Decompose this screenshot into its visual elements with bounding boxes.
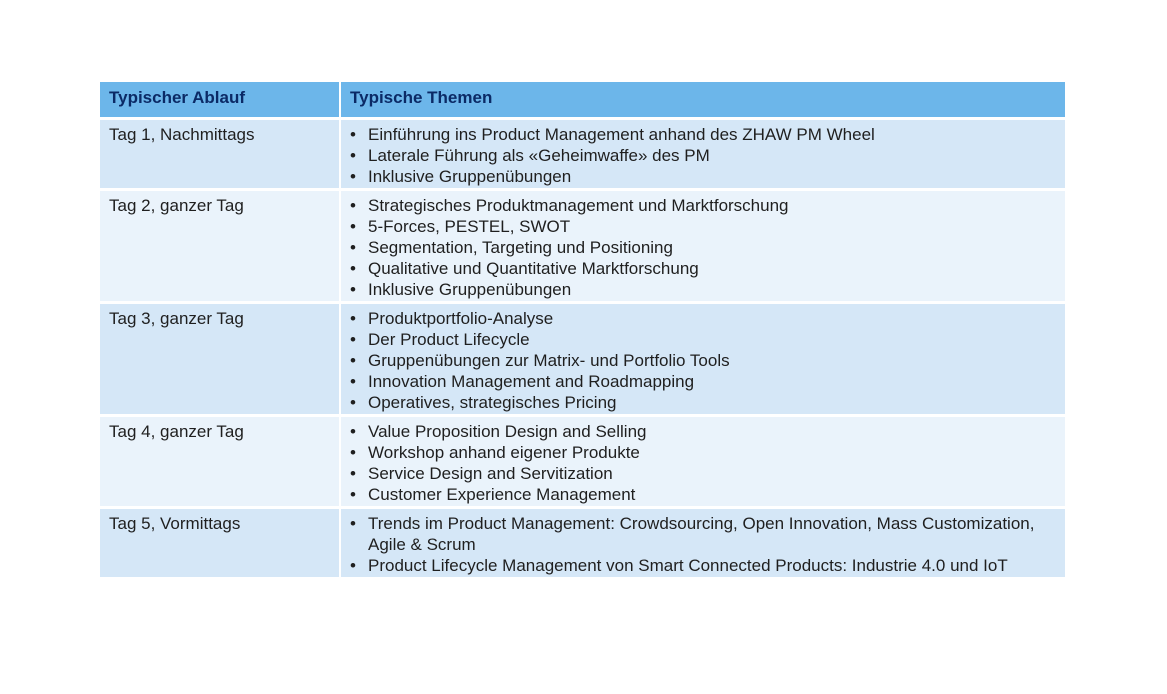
topics-list bbox=[350, 421, 1056, 505]
table-row bbox=[100, 191, 1065, 304]
topics-list bbox=[350, 195, 1056, 300]
topics-list bbox=[350, 124, 1056, 187]
topic-item: • 5-Forces, PESTEL, SWOT bbox=[350, 216, 1056, 237]
topic-item: • Service Design and Servitization bbox=[350, 463, 1056, 484]
topic-item: • Customer Experience Management bbox=[350, 484, 1056, 505]
topics-cell bbox=[341, 417, 1065, 509]
header-row bbox=[100, 82, 1065, 120]
day-cell: Tag 1, Nachmittags bbox=[100, 120, 341, 191]
table-row bbox=[100, 509, 1065, 577]
topic-item: • Inklusive Gruppenübungen bbox=[350, 279, 1056, 300]
topics-cell bbox=[341, 120, 1065, 191]
topic-item: • Product Lifecycle Management von Smart Connected Products: Industrie 4.0 und IoT bbox=[350, 555, 1056, 576]
table-row bbox=[100, 304, 1065, 417]
topic-item: • Gruppenübungen zur Matrix- und Portfolio Tools bbox=[350, 350, 1056, 371]
topic-item: • Laterale Führung als «Geheimwaffe» des PM bbox=[350, 145, 1056, 166]
topic-item: • Segmentation, Targeting und Positioning bbox=[350, 237, 1056, 258]
topics-list bbox=[350, 513, 1056, 576]
header-typischer-ablauf: Typischer Ablauf bbox=[100, 82, 341, 120]
table-row bbox=[100, 417, 1065, 509]
topic-item: • Strategisches Produktmanagement und Marktforschung bbox=[350, 195, 1056, 216]
day-cell: Tag 2, ganzer Tag bbox=[100, 191, 341, 304]
topic-item: • Produktportfolio-Analyse bbox=[350, 308, 1056, 329]
topics-list bbox=[350, 308, 1056, 413]
table-header bbox=[100, 82, 1065, 120]
header-typische-themen: Typische Themen bbox=[341, 82, 1065, 120]
day-cell: Tag 3, ganzer Tag bbox=[100, 304, 341, 417]
day-cell: Tag 4, ganzer Tag bbox=[100, 417, 341, 509]
topic-item: • Workshop anhand eigener Produkte bbox=[350, 442, 1056, 463]
topics-cell bbox=[341, 509, 1065, 577]
topic-item: • Qualitative und Quantitative Marktforschung bbox=[350, 258, 1056, 279]
topic-item: • Operatives, strategisches Pricing bbox=[350, 392, 1056, 413]
topic-item: • Der Product Lifecycle bbox=[350, 329, 1056, 350]
topics-cell bbox=[341, 191, 1065, 304]
table-row bbox=[100, 120, 1065, 191]
topic-item: • Inklusive Gruppenübungen bbox=[350, 166, 1056, 187]
topic-item: • Value Proposition Design and Selling bbox=[350, 421, 1056, 442]
topic-item: • Innovation Management and Roadmapping bbox=[350, 371, 1056, 392]
day-cell: Tag 5, Vormittags bbox=[100, 509, 341, 577]
topic-item: • Trends im Product Management: Crowdsourcing, Open Innovation, Mass Customization, Agile & Scrum bbox=[350, 513, 1056, 555]
topics-cell bbox=[341, 304, 1065, 417]
course-schedule-table bbox=[100, 82, 1065, 577]
topic-item: • Einführung ins Product Management anhand des ZHAW PM Wheel bbox=[350, 124, 1056, 145]
table-body bbox=[100, 120, 1065, 577]
